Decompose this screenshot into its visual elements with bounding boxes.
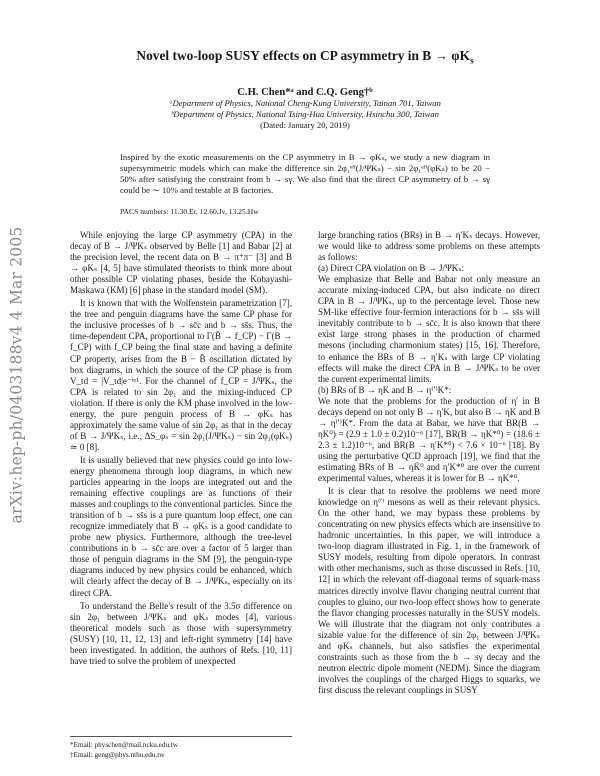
abstract: Inspired by the exotic measurements on the CP asymmetry in B → φKₛ, we study a new diagram in supersymmetric models which can make the difference sin 2φ₁ᵉᶠᶠ(J/ΨKₛ) − sin 2φ₁ᵉᶠᶠ(φKₛ) to be 20 − 50% after satisfying the constraint from b → sγ. We also find that the direct CP asymmetry of b → sγ could be ∼ 10% and testable at B factories. [120, 152, 490, 195]
arxiv-id-text: arXiv:hep-ph/0403188v4 4 Mar 2005 [7, 226, 25, 524]
paragraph: We note that the problems for the production of η′ in B decays depend on not only B → η′K, but also B → ηK and B → η⁽′⁾K*. From the data at Babar, we have that BR(B → ηK⁰) = (2.9 ± 1.0 ± 0.2)10⁻⁶ [17], BR(B → ηK*⁰) = (18.6 ± 2.3 ± 1.2)10⁻⁶, and BR(B → η′K*⁰) < 7.6 × 10⁻⁶ [18]. By using the perturbative QCD approach [19], we find that the estimating BRs of B → ηK̄⁰ and η′K*⁰ are over the current experimental values, whereas it is lower for B → ηK*⁰. [318, 395, 540, 484]
footnotes [70, 736, 292, 760]
paper-title-main: Novel two-loop SUSY effects on CP asymmetry in B → φK [136, 48, 471, 63]
paper-title-subscript: s [470, 55, 474, 66]
footnote-email-2: †Email: geng@phys.nthu.edu.tw [70, 751, 165, 759]
left-column [70, 230, 292, 667]
pacs-numbers: PACS numbers: 11.30.Er, 12.60.Jv, 13.25.Hw [120, 207, 259, 216]
subsection-heading-b: (b) BRs of B → ηK and B → η⁽′⁾K*: [318, 384, 452, 395]
paper-header [40, 48, 570, 131]
paragraph: It is known that with the Wolfenstein parametrization [7], the tree and penguin diagrams have the same CP phase for the inclusive processes of b → sc̄c and b → ss̄s. Thus, the time-dependent CPA, proportional to Γ(B̄ → f_CP) − Γ(B → f_CP) with f_CP being the final state and having a definite CP property, arises from the B − B̄ oscillation dictated by box diagrams, in which the source of the CP phase is from V_td = |V_td|e⁻ⁱᵠ¹. For the channel of f_CP = J/ΨKₛ, the CPA is related to sin 2φ₁ and the mixing-induced CP violation. If there is only the KM phase involved in the low-energy, the pure penguin process of B → φKₛ has approximately the same value of sin 2φ₁ as that in the decay of B → J/ΨKₛ, i.e., ΔS_φₛ = sin 2φ₁(J/ΨKₛ) − sin 2φ₁(φKₛ) ≃ 0 [8]. [70, 298, 292, 452]
affiliation-a: ᵃDepartment of Physics, National Cheng-Kung University, Tainan 701, Taiwan [169, 97, 441, 108]
date-line: (Dated: January 20, 2019) [260, 119, 350, 130]
paragraph: To understand the Belle's result of the 3.5σ difference on sin 2φ₁ between J/ΨKₛ and φKₛ modes [4], various theoretical models such as those with supersymmetry (SUSY) [10, 11, 12, 13] and left-right symmetry [14] have been investigated. In addition, the authors of Refs. [10, 11] have tried to solve the problem of unexpected [70, 600, 292, 666]
footnote-email-1: *Email: physchen@mail.ncku.edu.tw [70, 741, 179, 749]
paragraph: It is clear that to resolve the problems we need more knowledge on η⁽′⁾ mesons as well as their relevant physics. On the other hand, we may bypass these problems by concentrating on new physics effects which are insensitive to hadronic uncertainties. In this paper, we will introduce a two-loop diagram illustrated in Fig. 1, in the framework of SUSY models, resulting from dipole operators. In contrast with other mechanisms, such as those discussed in Refs. [10, 12] in which the relevant off-diagonal terms of squark-mass matrices directly involve flavor changing neutral current that couples to gluino, our two-loop effect shows how to generate the flavor changing processes naturally in the SUSY models. We will illustrate that the diagram not only contributes a sizable value for the difference of sin 2φ₁ between J/ΨKₛ and φKₛ channels, but also satisfies the experimental constraints such as those from the b → sγ decay and the neutron electric dipole moment (NEDM). Since the diagram involves the couplings of the charged Higgs to squarks, we first discuss the relevant couplings in SUSY [318, 486, 540, 695]
paragraph: It is usually believed that new physics could go into low-energy phenomena through loop diagrams, in which new particles appearing in the loops are integrated out and the remaining effective couplings are as functions of their masses and couplings to the conventional particles. Since the transition of b → ss̄s is a pure quantum loop effect, one can recognize immediately that B → φKₛ is a good candidate to probe new physics. Furthermore, although the tree-level contributions in b → sc̄c are over a factor of 5 larger than those of penguin diagrams in the SM [9], the penguin-type diagrams induced by new physics could be enhanced, which will clearly affect the decay of B → J/ΨKₛ, especially on its direct CPA. [70, 454, 292, 598]
affiliation-b: ᵇDepartment of Physics, National Tsing-Hua University, Hsinchu 300, Taiwan [171, 108, 439, 119]
arxiv-identifier [0, 210, 32, 540]
paragraph: While enjoying the large CP asymmetry (CPA) in the decay of B → J/ΨKₛ observed by Belle [1] and Babar [2] at the precision level, the recent data on B → π⁺π⁻ [3] and B → φKₛ [4, 5] have stimulated theorists to think more about other possible CP violating phases, beside the Kobayashi-Maskawa (KM) [6] phase in the standard model (SM). [70, 230, 292, 296]
subsection-heading-a: (a) Direct CPA violation on B → J/ΨKₛ: [318, 263, 465, 274]
paragraph: We emphasize that Belle and Babar not only measure an accurate mixing-induced CPA, but also indicate no direct CPA in B → J/ΨKₛ, up to the percentage level. Those new SM-like effective four-fermion interactions for b → ss̄s will inevitably contribute to b → sc̄c. It is also known that there exist large strong phases in the production of charmed mesons (including charmonium states) [15, 16]. Therefore, to enhance the BRs of B → η′Kₛ with large CP violating effects will make the direct CPA in B → J/ΨKₛ to be over the current experimental limits. [318, 274, 540, 384]
author-list: C.H. Chen*ᵃ and C.Q. Geng†ᵇ [237, 86, 373, 98]
paragraph: large branching ratios (BRs) in B → η′Kₛ decays. However, we would like to address some problems on these attempts as follows: [318, 230, 540, 263]
right-column [318, 230, 540, 696]
paper-title [40, 48, 570, 66]
